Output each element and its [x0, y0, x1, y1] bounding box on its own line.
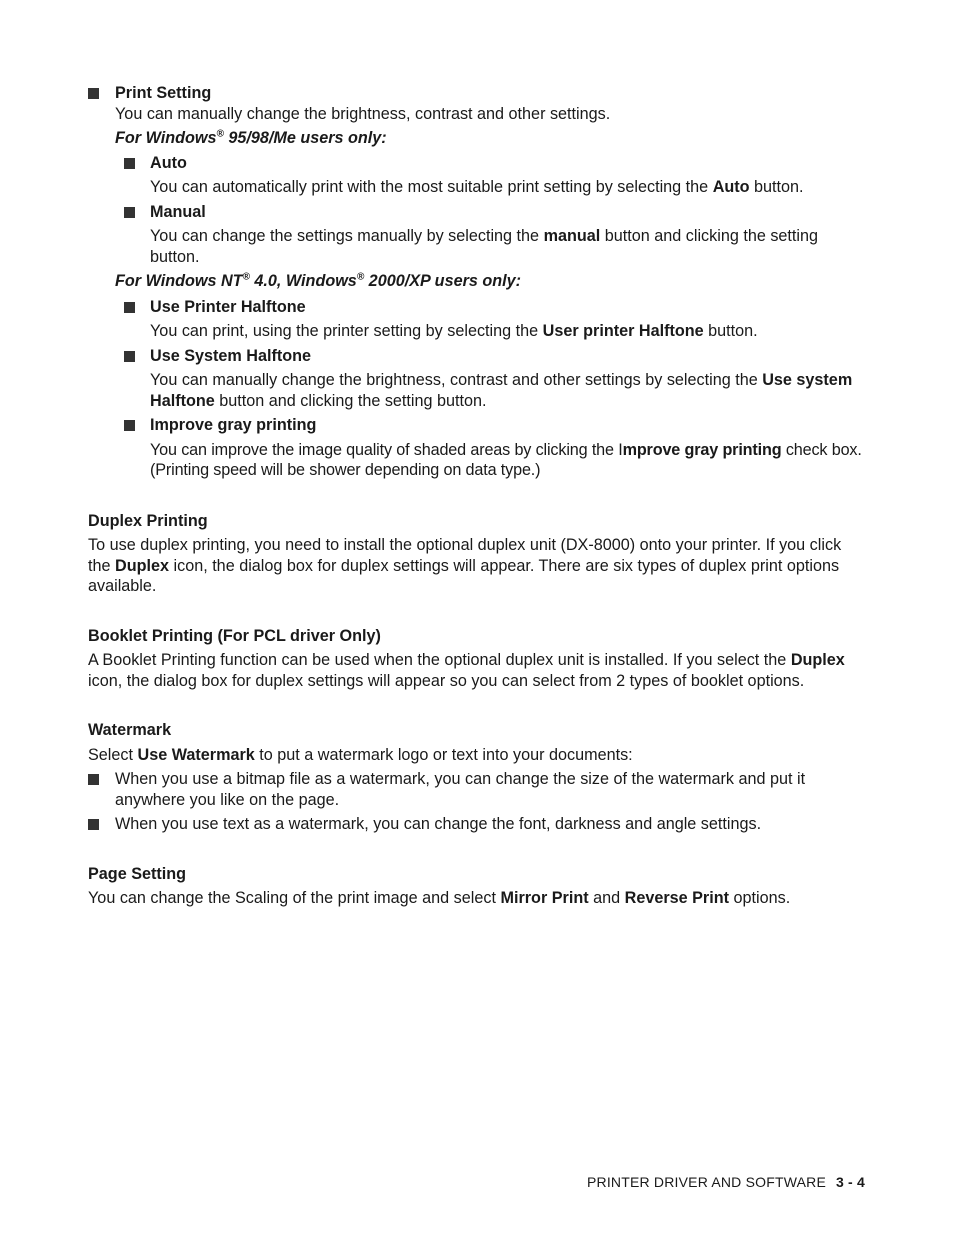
- manual-title: Manual: [150, 202, 206, 221]
- duplex-heading: Duplex Printing: [88, 511, 208, 530]
- watermark-bullet-bitmap: When you use a bitmap file as a watermark, you can change the size of the watermark and put it anywhere you like on the page.: [88, 769, 866, 810]
- footer-section-title: PRINTER DRIVER AND SOFTWARE: [586, 1174, 826, 1190]
- auto-item: [88, 153, 866, 198]
- use-system-halftone-desc: You can manually change the brightness, contrast and other settings by selecting the Use system Halftone button and clicking the setting button.: [150, 371, 853, 410]
- use-printer-halftone-title: Use Printer Halftone: [150, 297, 306, 316]
- use-system-halftone-item: [88, 346, 866, 412]
- use-printer-halftone-desc: You can print, using the printer setting by selecting the User printer Halftone button.: [150, 322, 758, 340]
- bullet-square-icon: [124, 158, 135, 169]
- improve-gray-printing-desc: You can improve the image quality of shaded areas by clicking the Improve gray printing check box. (Printing speed will be shower depending on data type.): [150, 440, 862, 479]
- page-setting-heading: Page Setting: [88, 864, 187, 883]
- bullet-square-icon: [124, 302, 135, 313]
- document-body: [88, 83, 866, 909]
- watermark-paragraph: Select Use Watermark to put a watermark logo or text into your documents:: [88, 745, 633, 764]
- duplex-paragraph: To use duplex printing, you need to install the optional duplex unit (DX-8000) onto your printer. If you click the Duplex icon, the dialog box for duplex settings will appear. There are six types of duplex print options available.: [88, 536, 842, 595]
- watermark-bullet-text: When you use text as a watermark, you can change the font, darkness and angle settings.: [88, 814, 866, 835]
- win9x-subheading: For Windows® 95/98/Me users only:: [115, 128, 387, 147]
- bullet-square-icon: [124, 207, 135, 218]
- manual-item: [88, 202, 866, 268]
- use-printer-halftone-item: [88, 297, 866, 342]
- print-setting-intro: You can manually change the brightness, contrast and other settings.: [115, 104, 611, 123]
- page-footer: [587, 1174, 865, 1190]
- winnt-subheading: For Windows NT® 4.0, Windows® 2000/XP users only:: [115, 271, 522, 290]
- auto-desc: You can automatically print with the most suitable print setting by selecting the Auto button.: [150, 178, 804, 196]
- bullet-square-icon: [124, 351, 135, 362]
- bullet-square-icon: [88, 774, 99, 785]
- improve-gray-printing-title: Improve gray printing: [150, 416, 317, 434]
- watermark-heading: Watermark: [88, 721, 172, 739]
- bullet-square-icon: [88, 819, 99, 830]
- page-setting-paragraph: You can change the Scaling of the print image and select Mirror Print and Reverse Print options.: [88, 889, 791, 907]
- use-system-halftone-title: Use System Halftone: [150, 346, 312, 365]
- bullet-square-icon: [88, 88, 99, 99]
- manual-desc: You can change the settings manually by selecting the manual button and clicking the setting button.: [150, 227, 819, 266]
- booklet-heading: Booklet Printing (For PCL driver Only): [88, 626, 381, 645]
- booklet-paragraph: A Booklet Printing function can be used when the optional duplex unit is installed. If you select the Duplex icon, the dialog box for duplex settings will appear so you can select from 2 types of booklet options.: [88, 651, 845, 690]
- print-setting-heading: Print Setting: [115, 84, 212, 102]
- improve-gray-printing-item: [88, 415, 866, 481]
- page-number: 3 - 4: [835, 1174, 865, 1190]
- auto-title: Auto: [150, 153, 187, 172]
- print-setting-section: [88, 83, 866, 124]
- bullet-square-icon: [124, 420, 135, 431]
